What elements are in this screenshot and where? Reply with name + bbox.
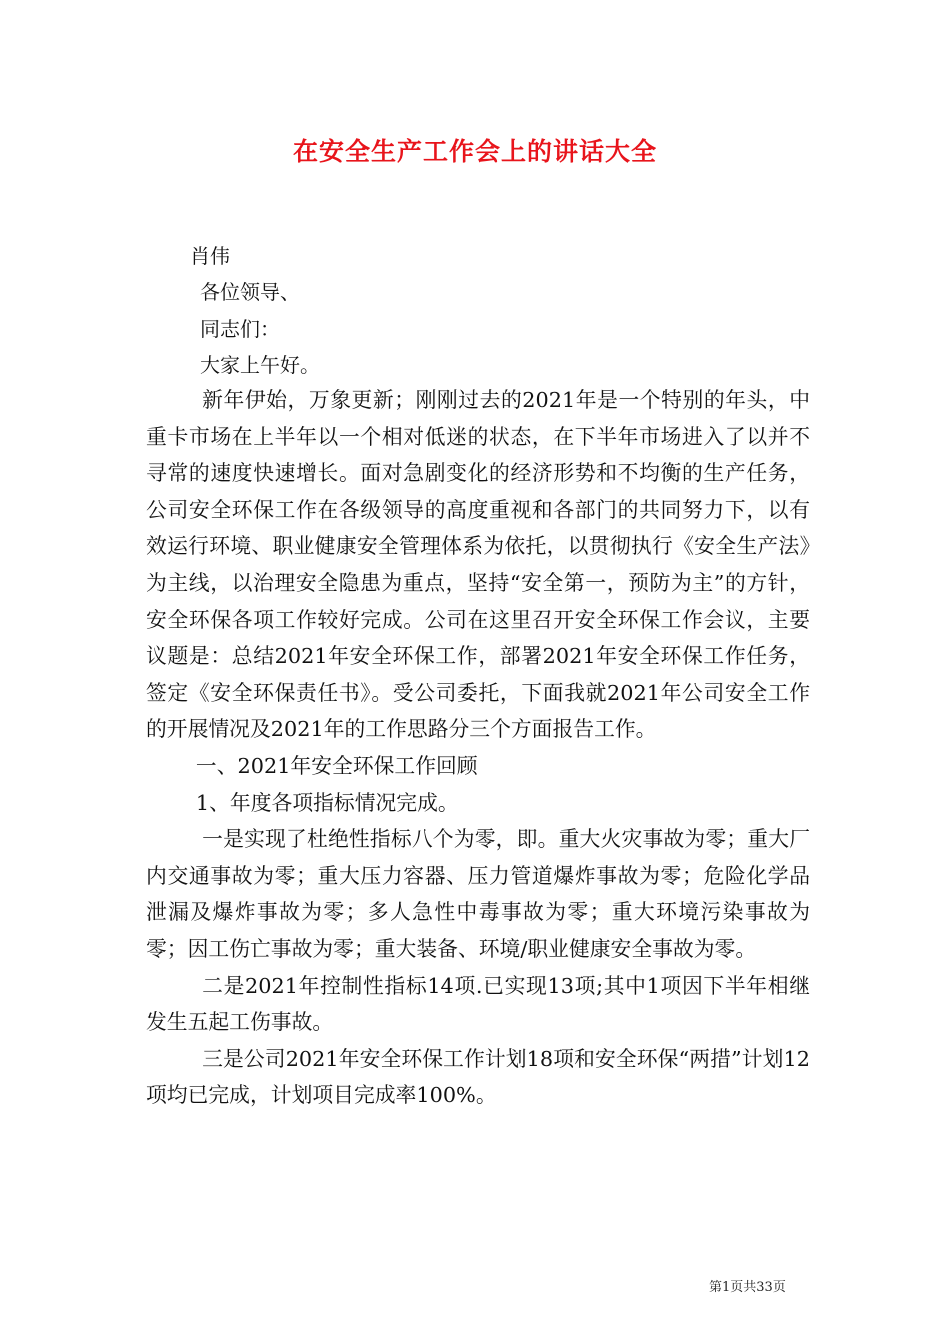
salutation-comrades: 同志们： [200,317,280,341]
paragraph-intro: 新年伊始，万象更新；刚刚过去的2021年是一个特别的年头，中重卡市场在上半年以一个相对低迷的状态，在下半年市场进入了以并不寻常的速度快速增长。面对急剧变化的经济形势和不均衡的生产任务，公司安全环保工作在各级领导的高度重视和各部门的共同努力下，以有效运行环境、职业健康安全管理体系为依托，以贯彻执行《安全生产法》为主线，以治理安全隐患为重点，坚持“安全第一，预防为主”的方针，安全环保各项工作较好完成。公司在这里召开安全环保工作会议，主要议题是：总结2021年安全环保工作，部署2021年安全环保工作任务，签定《安全环保责任书》。受公司委托，下面我就2021年公司安全工作的开展情况及2021年的工作思路分三个方面报告工作。 [146,388,810,742]
subsection-heading: 1、年度各项指标情况完成。 [195,790,459,815]
author-name: 肖伟 [190,244,230,268]
section-heading: 一、2021年安全环保工作回顾 [195,753,478,778]
paragraph-plan-completion: 三是公司2021年安全环保工作计划18项和安全环保“两措”计划12项均已完成，计划项目完成率100%。 [146,1046,810,1108]
paragraph-control-indicators: 二是2021年控制性指标14项.已实现13项;其中1项因下半年相继发生五起工伤事故。 [146,973,810,1035]
document-title: 在安全生产工作会上的讲话大全 [292,137,657,166]
salutation-leaders: 各位领导、 [200,280,300,304]
greeting: 大家上午好。 [200,353,320,377]
page-number: 第1页共33页 [709,1280,786,1295]
document-body [146,382,810,1114]
paragraph-indicators: 一是实现了杜绝性指标八个为零，即。重大火灾事故为零；重大厂内交通事故为零；重大压力容器、压力管道爆炸事故为零；危险化学品泄漏及爆炸事故为零；多人急性中毒事故为零；重大环境污染事故为零；因工伤亡事故为零；重大装备、环境/职业健康安全事故为零。 [146,827,810,961]
